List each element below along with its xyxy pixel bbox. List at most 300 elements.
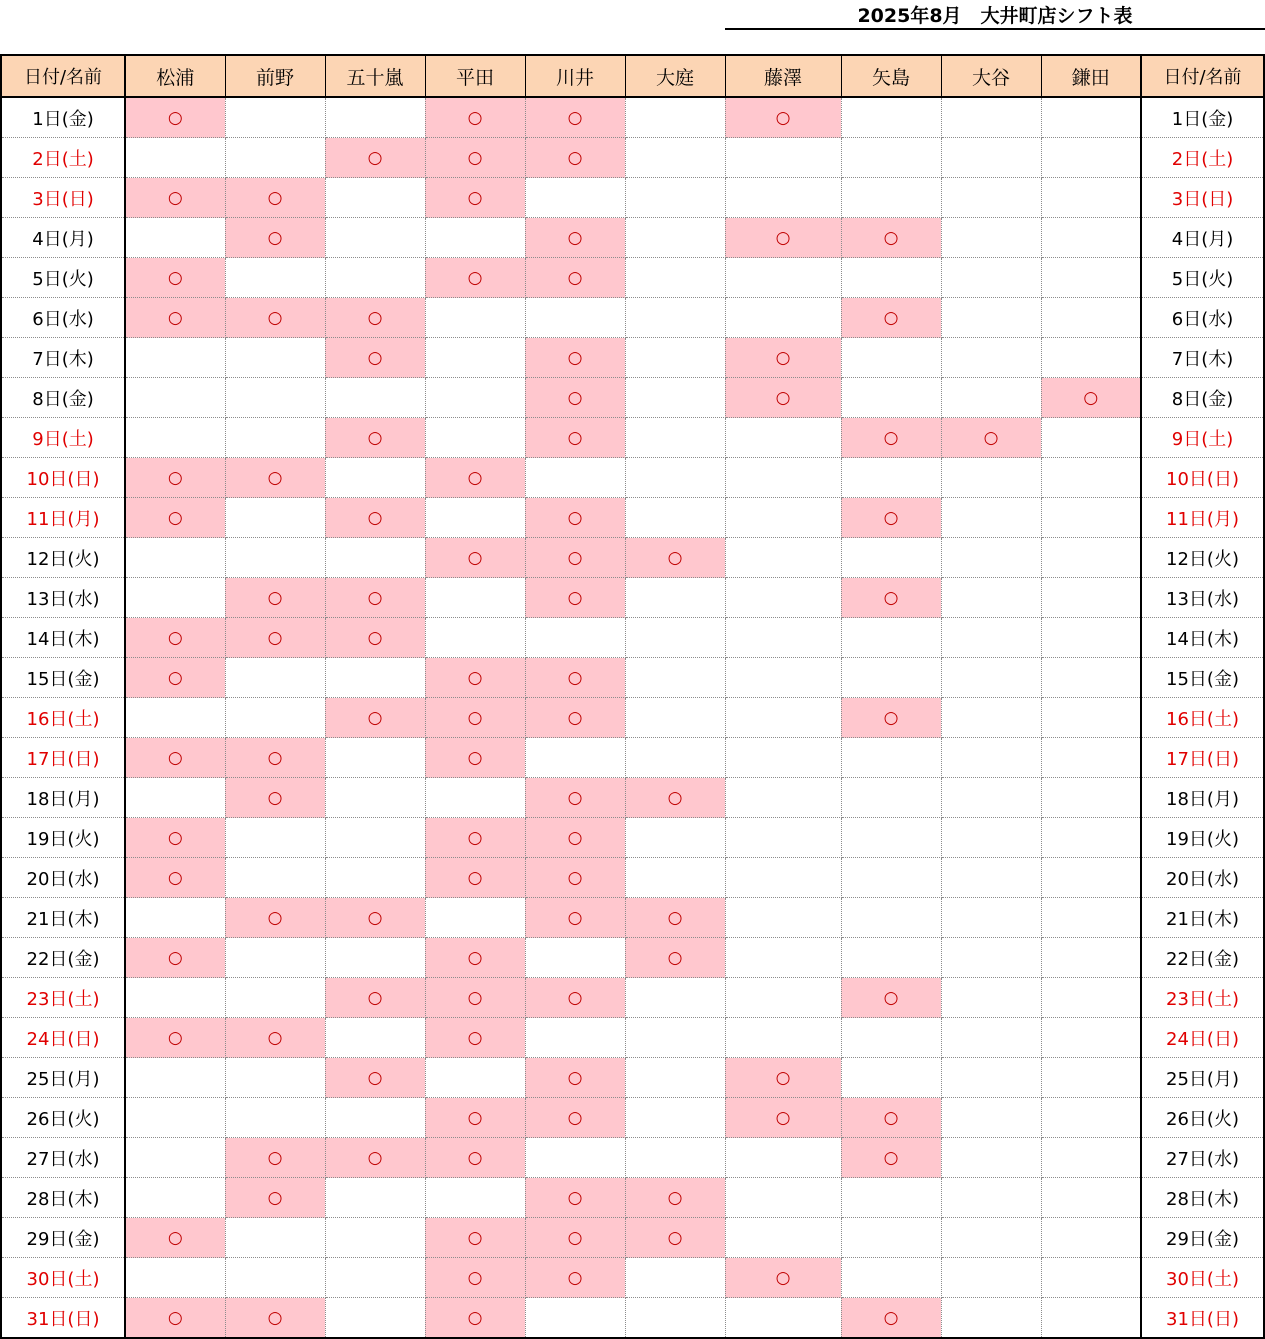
shift-empty-cell[interactable] — [941, 778, 1041, 818]
shift-empty-cell[interactable] — [941, 938, 1041, 978]
shift-empty-cell[interactable] — [625, 498, 725, 538]
shift-empty-cell[interactable] — [1041, 698, 1141, 738]
shift-empty-cell[interactable] — [225, 1218, 325, 1258]
shift-empty-cell[interactable] — [841, 1058, 941, 1098]
shift-empty-cell[interactable] — [1041, 818, 1141, 858]
shift-empty-cell[interactable] — [425, 218, 525, 258]
shift-empty-cell[interactable] — [841, 338, 941, 378]
shift-mark-cell[interactable]: ○ — [425, 738, 525, 778]
shift-mark-cell[interactable]: ○ — [525, 858, 625, 898]
shift-empty-cell[interactable] — [325, 778, 425, 818]
shift-empty-cell[interactable] — [325, 938, 425, 978]
shift-mark-cell[interactable]: ○ — [225, 1178, 325, 1218]
shift-empty-cell[interactable] — [325, 738, 425, 778]
shift-mark-cell[interactable]: ○ — [425, 97, 525, 138]
shift-empty-cell[interactable] — [841, 618, 941, 658]
shift-empty-cell[interactable] — [425, 618, 525, 658]
shift-mark-cell[interactable]: ○ — [525, 578, 625, 618]
shift-empty-cell[interactable] — [125, 138, 225, 178]
shift-empty-cell[interactable] — [325, 218, 425, 258]
shift-mark-cell[interactable]: ○ — [125, 818, 225, 858]
shift-mark-cell[interactable]: ○ — [425, 1138, 525, 1178]
shift-empty-cell[interactable] — [225, 1058, 325, 1098]
shift-mark-cell[interactable]: ○ — [425, 818, 525, 858]
shift-empty-cell[interactable] — [1041, 978, 1141, 1018]
shift-mark-cell[interactable]: ○ — [841, 978, 941, 1018]
shift-empty-cell[interactable] — [941, 178, 1041, 218]
shift-mark-cell[interactable]: ○ — [625, 938, 725, 978]
shift-empty-cell[interactable] — [425, 1178, 525, 1218]
shift-empty-cell[interactable] — [1041, 1178, 1141, 1218]
shift-empty-cell[interactable] — [1041, 578, 1141, 618]
shift-empty-cell[interactable] — [225, 978, 325, 1018]
shift-mark-cell[interactable]: ○ — [525, 978, 625, 1018]
shift-empty-cell[interactable] — [841, 538, 941, 578]
shift-mark-cell[interactable]: ○ — [125, 618, 225, 658]
shift-mark-cell[interactable]: ○ — [325, 618, 425, 658]
shift-mark-cell[interactable]: ○ — [725, 1258, 841, 1298]
shift-empty-cell[interactable] — [841, 858, 941, 898]
shift-mark-cell[interactable]: ○ — [525, 258, 625, 298]
shift-empty-cell[interactable] — [625, 578, 725, 618]
shift-mark-cell[interactable]: ○ — [125, 1018, 225, 1058]
shift-empty-cell[interactable] — [941, 1018, 1041, 1058]
shift-empty-cell[interactable] — [941, 1178, 1041, 1218]
shift-empty-cell[interactable] — [1041, 498, 1141, 538]
shift-empty-cell[interactable] — [125, 418, 225, 458]
shift-empty-cell[interactable] — [525, 458, 625, 498]
shift-mark-cell[interactable]: ○ — [625, 1178, 725, 1218]
shift-mark-cell[interactable]: ○ — [125, 178, 225, 218]
shift-empty-cell[interactable] — [841, 378, 941, 418]
shift-mark-cell[interactable]: ○ — [525, 378, 625, 418]
shift-mark-cell[interactable]: ○ — [225, 178, 325, 218]
shift-empty-cell[interactable] — [125, 1258, 225, 1298]
shift-mark-cell[interactable]: ○ — [425, 658, 525, 698]
shift-empty-cell[interactable] — [941, 378, 1041, 418]
shift-mark-cell[interactable]: ○ — [425, 1018, 525, 1058]
shift-empty-cell[interactable] — [425, 298, 525, 338]
shift-empty-cell[interactable] — [425, 498, 525, 538]
shift-empty-cell[interactable] — [941, 1138, 1041, 1178]
shift-mark-cell[interactable]: ○ — [425, 458, 525, 498]
shift-empty-cell[interactable] — [125, 898, 225, 938]
shift-empty-cell[interactable] — [625, 458, 725, 498]
shift-empty-cell[interactable] — [625, 418, 725, 458]
shift-mark-cell[interactable]: ○ — [525, 898, 625, 938]
shift-mark-cell[interactable]: ○ — [325, 898, 425, 938]
shift-empty-cell[interactable] — [841, 1178, 941, 1218]
shift-empty-cell[interactable] — [325, 1098, 425, 1138]
shift-mark-cell[interactable]: ○ — [525, 338, 625, 378]
shift-empty-cell[interactable] — [625, 1298, 725, 1339]
shift-empty-cell[interactable] — [425, 378, 525, 418]
shift-empty-cell[interactable] — [225, 538, 325, 578]
shift-empty-cell[interactable] — [125, 698, 225, 738]
shift-empty-cell[interactable] — [1041, 1058, 1141, 1098]
shift-empty-cell[interactable] — [525, 1298, 625, 1339]
shift-empty-cell[interactable] — [325, 818, 425, 858]
shift-empty-cell[interactable] — [1041, 258, 1141, 298]
shift-empty-cell[interactable] — [725, 298, 841, 338]
shift-mark-cell[interactable]: ○ — [425, 698, 525, 738]
shift-empty-cell[interactable] — [941, 1298, 1041, 1339]
shift-empty-cell[interactable] — [325, 658, 425, 698]
shift-mark-cell[interactable]: ○ — [225, 298, 325, 338]
shift-empty-cell[interactable] — [225, 818, 325, 858]
shift-mark-cell[interactable]: ○ — [425, 258, 525, 298]
shift-mark-cell[interactable]: ○ — [325, 138, 425, 178]
shift-empty-cell[interactable] — [225, 258, 325, 298]
shift-empty-cell[interactable] — [325, 1178, 425, 1218]
shift-empty-cell[interactable] — [941, 818, 1041, 858]
shift-mark-cell[interactable]: ○ — [225, 618, 325, 658]
shift-empty-cell[interactable] — [725, 738, 841, 778]
shift-empty-cell[interactable] — [525, 738, 625, 778]
shift-empty-cell[interactable] — [125, 1178, 225, 1218]
shift-mark-cell[interactable]: ○ — [225, 738, 325, 778]
shift-empty-cell[interactable] — [841, 138, 941, 178]
shift-mark-cell[interactable]: ○ — [725, 218, 841, 258]
shift-empty-cell[interactable] — [841, 778, 941, 818]
shift-empty-cell[interactable] — [325, 1298, 425, 1339]
shift-empty-cell[interactable] — [625, 258, 725, 298]
shift-empty-cell[interactable] — [1041, 1258, 1141, 1298]
shift-empty-cell[interactable] — [725, 1018, 841, 1058]
shift-empty-cell[interactable] — [725, 1138, 841, 1178]
shift-empty-cell[interactable] — [625, 858, 725, 898]
shift-empty-cell[interactable] — [225, 378, 325, 418]
shift-empty-cell[interactable] — [941, 138, 1041, 178]
shift-empty-cell[interactable] — [325, 538, 425, 578]
shift-mark-cell[interactable]: ○ — [425, 138, 525, 178]
shift-empty-cell[interactable] — [525, 938, 625, 978]
shift-empty-cell[interactable] — [425, 1058, 525, 1098]
shift-empty-cell[interactable] — [941, 97, 1041, 138]
shift-empty-cell[interactable] — [841, 97, 941, 138]
shift-empty-cell[interactable] — [725, 178, 841, 218]
shift-empty-cell[interactable] — [725, 858, 841, 898]
shift-mark-cell[interactable]: ○ — [225, 1298, 325, 1339]
shift-mark-cell[interactable]: ○ — [325, 1058, 425, 1098]
shift-empty-cell[interactable] — [1041, 538, 1141, 578]
shift-mark-cell[interactable]: ○ — [941, 418, 1041, 458]
shift-empty-cell[interactable] — [725, 938, 841, 978]
shift-empty-cell[interactable] — [325, 1218, 425, 1258]
shift-empty-cell[interactable] — [425, 898, 525, 938]
shift-empty-cell[interactable] — [425, 418, 525, 458]
shift-empty-cell[interactable] — [625, 618, 725, 658]
shift-empty-cell[interactable] — [625, 97, 725, 138]
shift-empty-cell[interactable] — [125, 378, 225, 418]
shift-mark-cell[interactable]: ○ — [125, 258, 225, 298]
shift-mark-cell[interactable]: ○ — [125, 658, 225, 698]
shift-mark-cell[interactable]: ○ — [425, 538, 525, 578]
shift-mark-cell[interactable]: ○ — [325, 698, 425, 738]
shift-mark-cell[interactable]: ○ — [625, 898, 725, 938]
shift-empty-cell[interactable] — [1041, 738, 1141, 778]
shift-mark-cell[interactable]: ○ — [1041, 378, 1141, 418]
shift-empty-cell[interactable] — [1041, 1298, 1141, 1339]
shift-empty-cell[interactable] — [625, 338, 725, 378]
shift-mark-cell[interactable]: ○ — [525, 1058, 625, 1098]
shift-empty-cell[interactable] — [841, 178, 941, 218]
shift-empty-cell[interactable] — [941, 898, 1041, 938]
shift-mark-cell[interactable]: ○ — [841, 698, 941, 738]
shift-mark-cell[interactable]: ○ — [125, 1218, 225, 1258]
shift-empty-cell[interactable] — [125, 1098, 225, 1138]
shift-empty-cell[interactable] — [841, 938, 941, 978]
shift-empty-cell[interactable] — [625, 698, 725, 738]
shift-mark-cell[interactable]: ○ — [425, 858, 525, 898]
shift-mark-cell[interactable]: ○ — [525, 658, 625, 698]
shift-mark-cell[interactable]: ○ — [725, 1058, 841, 1098]
shift-empty-cell[interactable] — [941, 338, 1041, 378]
shift-empty-cell[interactable] — [725, 898, 841, 938]
shift-mark-cell[interactable]: ○ — [325, 1138, 425, 1178]
shift-mark-cell[interactable]: ○ — [841, 1298, 941, 1339]
shift-empty-cell[interactable] — [225, 97, 325, 138]
shift-empty-cell[interactable] — [941, 658, 1041, 698]
shift-empty-cell[interactable] — [525, 618, 625, 658]
shift-empty-cell[interactable] — [325, 458, 425, 498]
shift-empty-cell[interactable] — [725, 258, 841, 298]
shift-empty-cell[interactable] — [1041, 1018, 1141, 1058]
shift-mark-cell[interactable]: ○ — [525, 1098, 625, 1138]
shift-empty-cell[interactable] — [725, 1298, 841, 1339]
shift-mark-cell[interactable]: ○ — [425, 1298, 525, 1339]
shift-empty-cell[interactable] — [841, 658, 941, 698]
shift-mark-cell[interactable]: ○ — [425, 1098, 525, 1138]
shift-mark-cell[interactable]: ○ — [841, 578, 941, 618]
shift-empty-cell[interactable] — [941, 538, 1041, 578]
shift-mark-cell[interactable]: ○ — [725, 338, 841, 378]
shift-empty-cell[interactable] — [225, 1258, 325, 1298]
shift-empty-cell[interactable] — [625, 1138, 725, 1178]
shift-empty-cell[interactable] — [125, 218, 225, 258]
shift-empty-cell[interactable] — [1041, 218, 1141, 258]
shift-empty-cell[interactable] — [1041, 1218, 1141, 1258]
shift-empty-cell[interactable] — [841, 1018, 941, 1058]
shift-mark-cell[interactable]: ○ — [525, 97, 625, 138]
shift-empty-cell[interactable] — [1041, 418, 1141, 458]
shift-mark-cell[interactable]: ○ — [525, 218, 625, 258]
shift-empty-cell[interactable] — [525, 1018, 625, 1058]
shift-empty-cell[interactable] — [941, 1098, 1041, 1138]
shift-empty-cell[interactable] — [1041, 618, 1141, 658]
shift-empty-cell[interactable] — [625, 218, 725, 258]
shift-empty-cell[interactable] — [725, 778, 841, 818]
shift-mark-cell[interactable]: ○ — [425, 978, 525, 1018]
shift-empty-cell[interactable] — [841, 818, 941, 858]
shift-mark-cell[interactable]: ○ — [125, 858, 225, 898]
shift-empty-cell[interactable] — [1041, 298, 1141, 338]
shift-empty-cell[interactable] — [625, 738, 725, 778]
shift-mark-cell[interactable]: ○ — [525, 1178, 625, 1218]
shift-mark-cell[interactable]: ○ — [525, 418, 625, 458]
shift-mark-cell[interactable]: ○ — [841, 418, 941, 458]
shift-empty-cell[interactable] — [941, 618, 1041, 658]
shift-empty-cell[interactable] — [941, 1058, 1041, 1098]
shift-empty-cell[interactable] — [225, 498, 325, 538]
shift-empty-cell[interactable] — [325, 858, 425, 898]
shift-empty-cell[interactable] — [125, 1058, 225, 1098]
shift-empty-cell[interactable] — [841, 1258, 941, 1298]
shift-mark-cell[interactable]: ○ — [225, 1138, 325, 1178]
shift-empty-cell[interactable] — [725, 658, 841, 698]
shift-mark-cell[interactable]: ○ — [125, 458, 225, 498]
shift-empty-cell[interactable] — [625, 1098, 725, 1138]
shift-empty-cell[interactable] — [325, 178, 425, 218]
shift-empty-cell[interactable] — [941, 738, 1041, 778]
shift-empty-cell[interactable] — [1041, 1098, 1141, 1138]
shift-mark-cell[interactable]: ○ — [725, 1098, 841, 1138]
shift-empty-cell[interactable] — [125, 1138, 225, 1178]
shift-empty-cell[interactable] — [525, 298, 625, 338]
shift-empty-cell[interactable] — [425, 778, 525, 818]
shift-mark-cell[interactable]: ○ — [325, 578, 425, 618]
shift-empty-cell[interactable] — [125, 338, 225, 378]
shift-empty-cell[interactable] — [1041, 858, 1141, 898]
shift-empty-cell[interactable] — [625, 978, 725, 1018]
shift-empty-cell[interactable] — [725, 1178, 841, 1218]
shift-mark-cell[interactable]: ○ — [841, 218, 941, 258]
shift-mark-cell[interactable]: ○ — [525, 498, 625, 538]
shift-empty-cell[interactable] — [225, 658, 325, 698]
shift-empty-cell[interactable] — [625, 818, 725, 858]
shift-empty-cell[interactable] — [1041, 97, 1141, 138]
shift-mark-cell[interactable]: ○ — [525, 538, 625, 578]
shift-empty-cell[interactable] — [325, 1018, 425, 1058]
shift-mark-cell[interactable]: ○ — [525, 1218, 625, 1258]
shift-empty-cell[interactable] — [1041, 458, 1141, 498]
shift-empty-cell[interactable] — [625, 378, 725, 418]
shift-empty-cell[interactable] — [941, 458, 1041, 498]
shift-empty-cell[interactable] — [625, 178, 725, 218]
shift-empty-cell[interactable] — [225, 418, 325, 458]
shift-mark-cell[interactable]: ○ — [125, 938, 225, 978]
shift-empty-cell[interactable] — [325, 378, 425, 418]
shift-empty-cell[interactable] — [225, 1098, 325, 1138]
shift-mark-cell[interactable]: ○ — [325, 498, 425, 538]
shift-empty-cell[interactable] — [725, 818, 841, 858]
shift-empty-cell[interactable] — [941, 978, 1041, 1018]
shift-empty-cell[interactable] — [725, 618, 841, 658]
shift-empty-cell[interactable] — [941, 258, 1041, 298]
shift-empty-cell[interactable] — [425, 338, 525, 378]
shift-empty-cell[interactable] — [1041, 1138, 1141, 1178]
shift-empty-cell[interactable] — [125, 538, 225, 578]
shift-mark-cell[interactable]: ○ — [125, 97, 225, 138]
shift-empty-cell[interactable] — [625, 1258, 725, 1298]
shift-empty-cell[interactable] — [325, 97, 425, 138]
shift-mark-cell[interactable]: ○ — [841, 298, 941, 338]
shift-mark-cell[interactable]: ○ — [225, 218, 325, 258]
shift-empty-cell[interactable] — [225, 338, 325, 378]
shift-empty-cell[interactable] — [1041, 658, 1141, 698]
shift-empty-cell[interactable] — [1041, 338, 1141, 378]
shift-empty-cell[interactable] — [725, 698, 841, 738]
shift-empty-cell[interactable] — [841, 1218, 941, 1258]
shift-empty-cell[interactable] — [325, 258, 425, 298]
shift-empty-cell[interactable] — [941, 1258, 1041, 1298]
shift-mark-cell[interactable]: ○ — [841, 1138, 941, 1178]
shift-empty-cell[interactable] — [525, 1138, 625, 1178]
shift-mark-cell[interactable]: ○ — [325, 298, 425, 338]
shift-empty-cell[interactable] — [125, 778, 225, 818]
shift-empty-cell[interactable] — [625, 658, 725, 698]
shift-mark-cell[interactable]: ○ — [625, 1218, 725, 1258]
shift-mark-cell[interactable]: ○ — [125, 298, 225, 338]
shift-mark-cell[interactable]: ○ — [225, 578, 325, 618]
shift-empty-cell[interactable] — [941, 858, 1041, 898]
shift-empty-cell[interactable] — [125, 578, 225, 618]
shift-empty-cell[interactable] — [725, 538, 841, 578]
shift-empty-cell[interactable] — [1041, 898, 1141, 938]
shift-empty-cell[interactable] — [1041, 178, 1141, 218]
shift-mark-cell[interactable]: ○ — [325, 338, 425, 378]
shift-empty-cell[interactable] — [625, 1058, 725, 1098]
shift-empty-cell[interactable] — [1041, 938, 1141, 978]
shift-empty-cell[interactable] — [725, 578, 841, 618]
shift-empty-cell[interactable] — [225, 858, 325, 898]
shift-empty-cell[interactable] — [941, 578, 1041, 618]
shift-empty-cell[interactable] — [525, 178, 625, 218]
shift-mark-cell[interactable]: ○ — [325, 418, 425, 458]
shift-mark-cell[interactable]: ○ — [425, 1218, 525, 1258]
shift-empty-cell[interactable] — [325, 1258, 425, 1298]
shift-empty-cell[interactable] — [625, 1018, 725, 1058]
shift-mark-cell[interactable]: ○ — [125, 498, 225, 538]
shift-empty-cell[interactable] — [1041, 138, 1141, 178]
shift-empty-cell[interactable] — [225, 138, 325, 178]
shift-mark-cell[interactable]: ○ — [125, 738, 225, 778]
shift-empty-cell[interactable] — [425, 578, 525, 618]
shift-empty-cell[interactable] — [725, 978, 841, 1018]
shift-mark-cell[interactable]: ○ — [625, 538, 725, 578]
shift-empty-cell[interactable] — [725, 458, 841, 498]
shift-mark-cell[interactable]: ○ — [525, 138, 625, 178]
shift-empty-cell[interactable] — [225, 698, 325, 738]
shift-mark-cell[interactable]: ○ — [225, 458, 325, 498]
shift-mark-cell[interactable]: ○ — [841, 1098, 941, 1138]
shift-mark-cell[interactable]: ○ — [841, 498, 941, 538]
shift-mark-cell[interactable]: ○ — [525, 778, 625, 818]
shift-empty-cell[interactable] — [841, 458, 941, 498]
shift-mark-cell[interactable]: ○ — [525, 698, 625, 738]
shift-empty-cell[interactable] — [725, 138, 841, 178]
shift-empty-cell[interactable] — [941, 698, 1041, 738]
shift-mark-cell[interactable]: ○ — [425, 938, 525, 978]
shift-empty-cell[interactable] — [841, 898, 941, 938]
shift-mark-cell[interactable]: ○ — [225, 898, 325, 938]
shift-empty-cell[interactable] — [125, 978, 225, 1018]
shift-empty-cell[interactable] — [941, 298, 1041, 338]
shift-empty-cell[interactable] — [625, 298, 725, 338]
shift-mark-cell[interactable]: ○ — [725, 378, 841, 418]
shift-mark-cell[interactable]: ○ — [325, 978, 425, 1018]
shift-mark-cell[interactable]: ○ — [225, 1018, 325, 1058]
shift-mark-cell[interactable]: ○ — [425, 1258, 525, 1298]
shift-empty-cell[interactable] — [941, 498, 1041, 538]
shift-empty-cell[interactable] — [1041, 778, 1141, 818]
shift-empty-cell[interactable] — [225, 938, 325, 978]
shift-empty-cell[interactable] — [725, 498, 841, 538]
shift-empty-cell[interactable] — [725, 418, 841, 458]
shift-empty-cell[interactable] — [941, 1218, 1041, 1258]
shift-mark-cell[interactable]: ○ — [425, 178, 525, 218]
shift-empty-cell[interactable] — [841, 258, 941, 298]
